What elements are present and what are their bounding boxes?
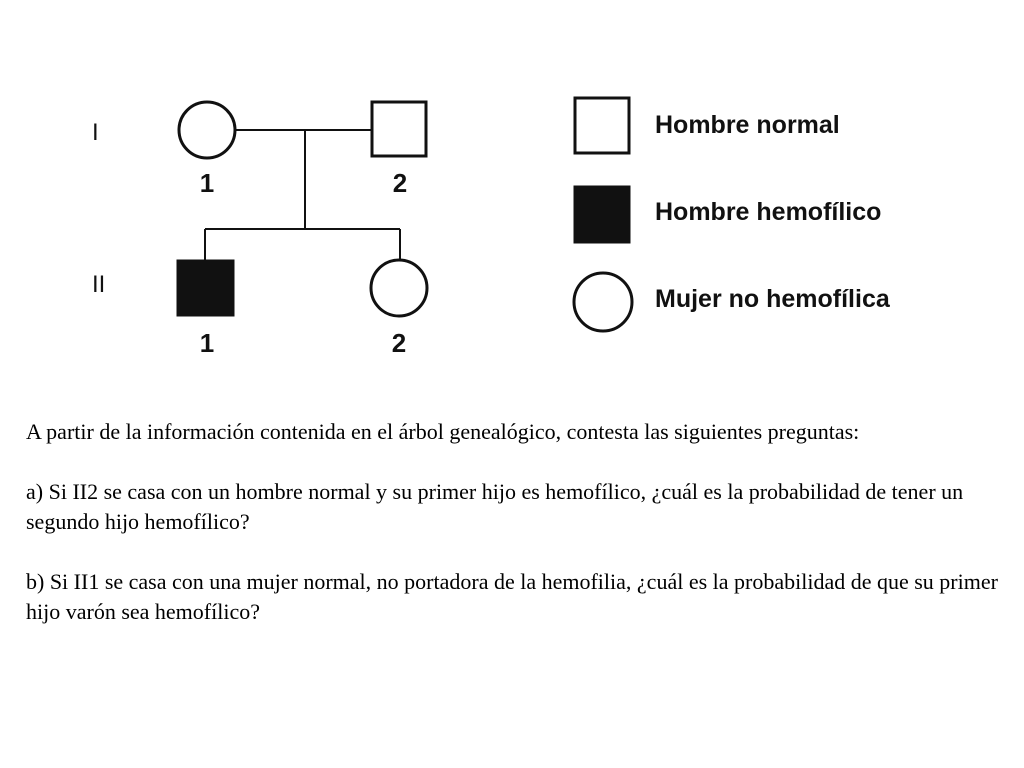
- individual-ii1-number: 1: [199, 328, 215, 358]
- individual-i1-number: 1: [199, 168, 215, 198]
- questions-intro: A partir de la información contenida en el árbol genealógico, contesta las siguientes preguntas:: [26, 419, 860, 444]
- legend-empty-square-symbol: [575, 98, 629, 153]
- individual-ii2-female-symbol: [371, 260, 427, 316]
- individual-ii2-number: 2: [391, 328, 407, 358]
- individual-i2-number: 2: [392, 168, 408, 198]
- individual-ii1-affected-male-symbol: [178, 261, 233, 315]
- individual-i2-male-symbol: [372, 102, 426, 156]
- generation-label-ii: II: [92, 271, 106, 298]
- questions-block: [26, 417, 1016, 657]
- legend: [574, 98, 891, 331]
- generation-label-i: I: [92, 119, 99, 146]
- legend-filled-square-symbol: [575, 187, 629, 242]
- individual-i1-female-symbol: [179, 102, 235, 158]
- legend-label-mujer-no-hemofilica: Mujer no hemofílica: [655, 285, 890, 313]
- legend-label-hombre-hemofilico: Hombre hemofílico: [655, 198, 882, 226]
- question-a: a) Si II2 se casa con un hombre normal y su primer hijo es hemofílico, ¿cuál es la probabilidad de tener un segundo hijo hemofílico?: [26, 479, 964, 534]
- question-b: b) Si II1 se casa con una mujer normal, no portadora de la hemofilia, ¿cuál es la probabilidad de que su primer hijo varón sea hemofílico?: [26, 569, 998, 624]
- legend-label-hombre-normal: Hombre normal: [655, 111, 840, 139]
- legend-empty-circle-symbol: [574, 273, 632, 331]
